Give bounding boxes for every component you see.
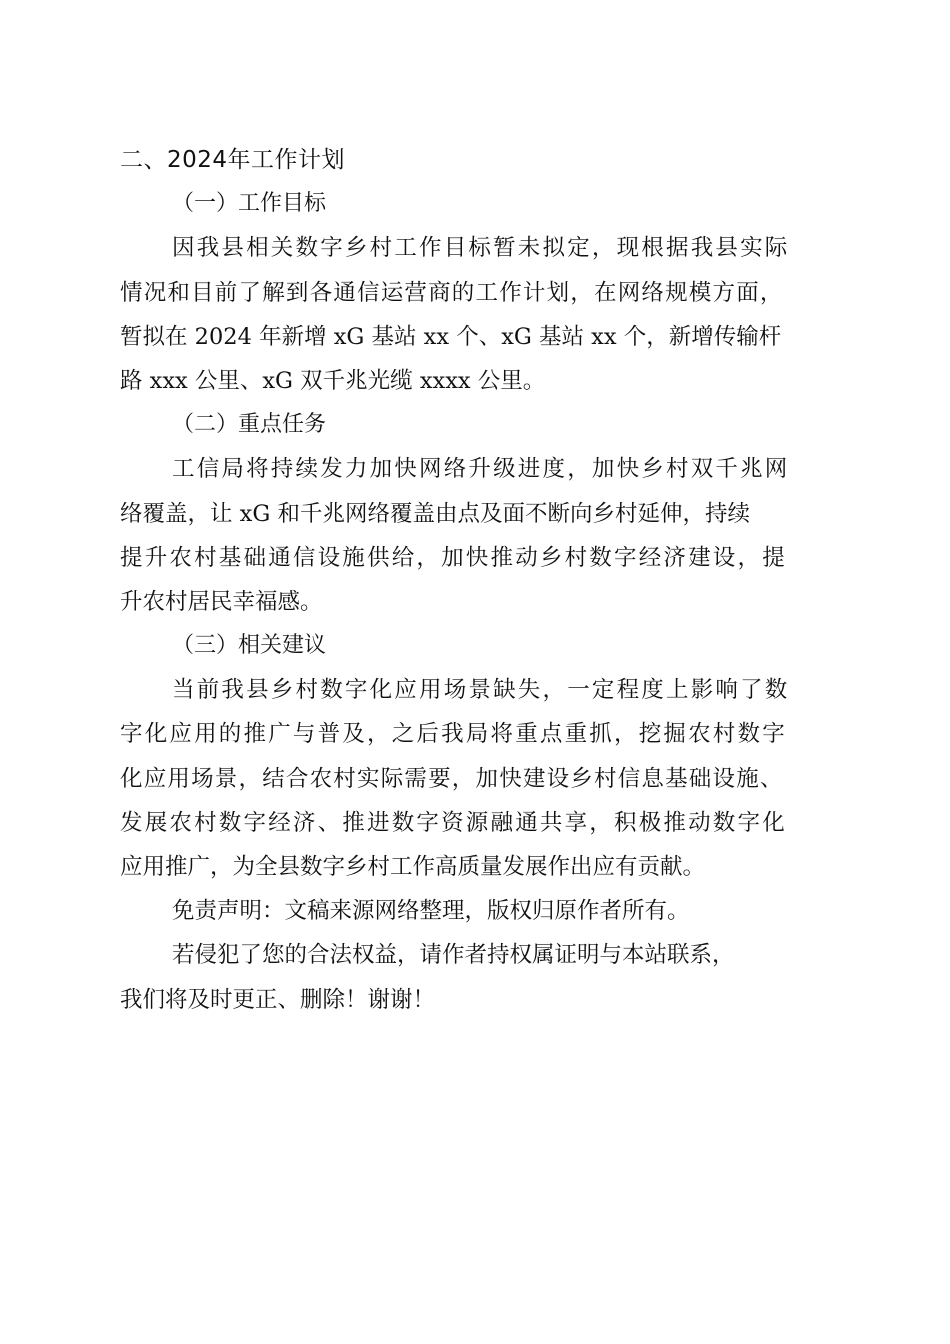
paragraph-line: 发展农村数字经济、推进数字资源融通共享，积极推动数字化: [120, 809, 787, 836]
paragraph-line: 当前我县乡村数字化应用场景缺失，一定程度上影响了数: [172, 677, 790, 704]
paragraph-line: 应用推广，为全县数字乡村工作高质量发展作出应有贡献。: [120, 854, 706, 880]
subsection-heading-goals: （一）工作目标: [172, 191, 327, 217]
paragraph-line: 化应用场景，结合农村实际需要，加快建设乡村信息基础设施、: [120, 765, 784, 792]
subsection-heading-tasks: （二）重点任务: [172, 412, 327, 438]
paragraph-line: 字化应用的推广与普及，之后我局将重点重抓，挖掘农村数字: [120, 721, 787, 748]
document-body: [120, 138, 832, 1022]
disclaimer-line: 免责声明：文稿来源网络整理，版权归原作者所有。: [172, 898, 690, 925]
paragraph-line: 情况和目前了解到各通信运营商的工作计划，在网络规模方面，: [120, 279, 784, 306]
disclaimer-line: 我们将及时更正、删除！谢谢！: [120, 986, 436, 1013]
paragraph-line: 因我县相关数字乡村工作目标暂未拟定，现根据我县实际: [172, 235, 790, 262]
paragraph-line: 提升农村基础通信设施供给，加快推动乡村数字经济建设，提: [120, 544, 787, 571]
paragraph-line: 升农村居民幸福感。: [120, 588, 323, 615]
paragraph-line: 工信局将持续发力加快网络升级进度，加快乡村双千兆网: [172, 456, 790, 483]
paragraph-line: 络覆盖，让 xG 和千兆网络覆盖由点及面不断向乡村延伸，持续: [120, 500, 750, 527]
section-title: 二、2024年工作计划: [120, 147, 346, 173]
subsection-heading-suggestions: （三）相关建议: [172, 633, 327, 659]
disclaimer-line: 若侵犯了您的合法权益，请作者持权属证明与本站联系，: [172, 942, 735, 969]
paragraph-line: 暂拟在 2024 年新增 xG 基站 xx 个、xG 基站 xx 个，新增传输杆: [120, 323, 782, 350]
paragraph-line: 路 xxx 公里、xG 双千兆光缆 xxxx 公里。: [120, 367, 546, 394]
